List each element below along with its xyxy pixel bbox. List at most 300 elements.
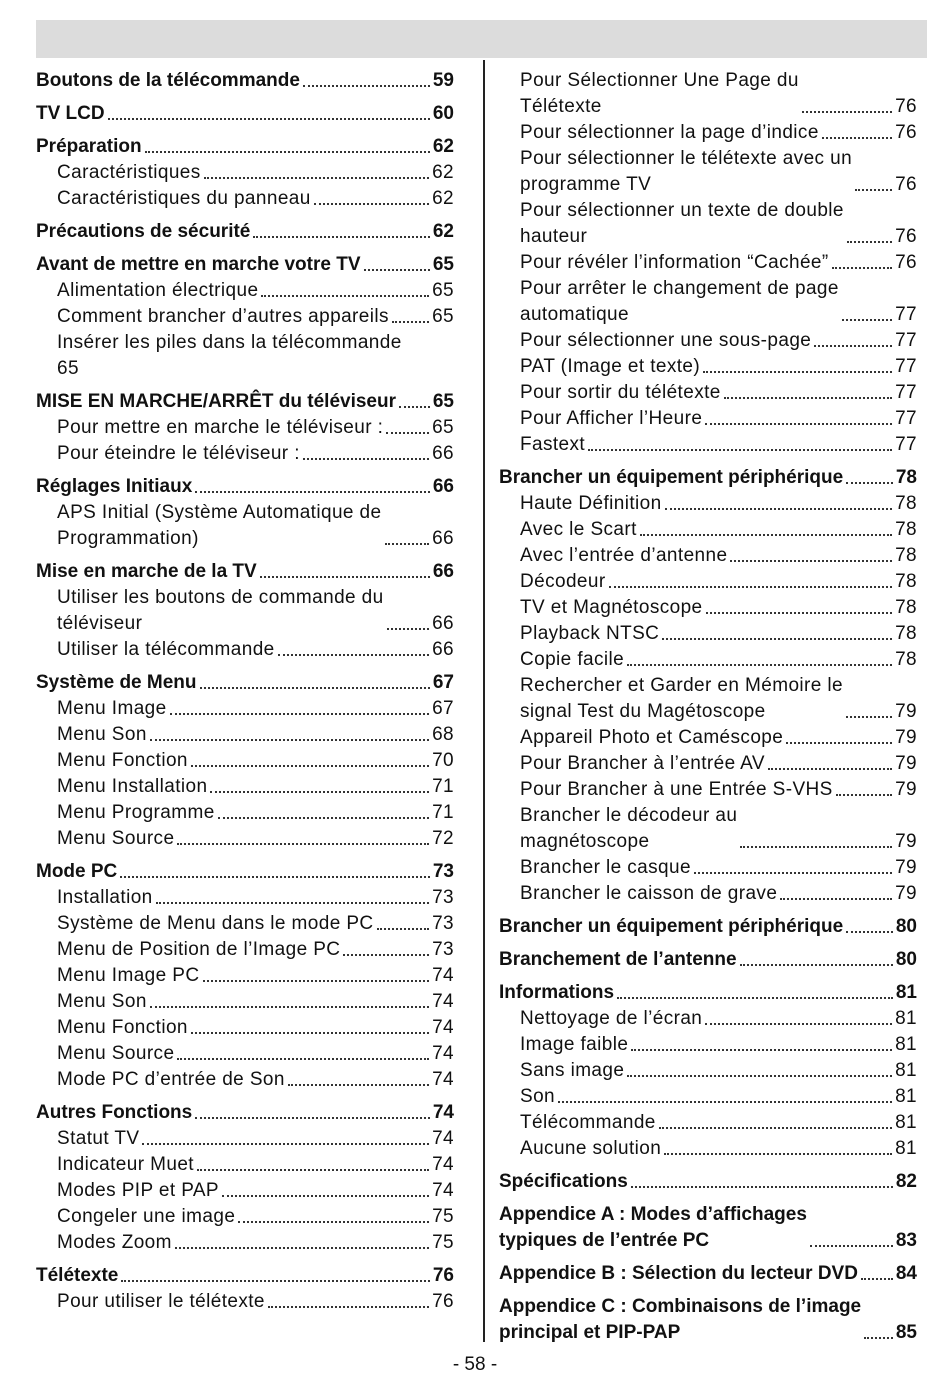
toc-entry-title: Avant de mettre en marche votre TV bbox=[36, 254, 361, 275]
toc-subsection-entry[interactable] bbox=[36, 885, 454, 911]
toc-dot-leader bbox=[191, 1032, 429, 1034]
toc-entry-page: 65 bbox=[432, 306, 454, 327]
toc-entry-page: 75 bbox=[432, 1232, 454, 1253]
toc-dot-leader bbox=[861, 1278, 893, 1280]
toc-subsection-entry[interactable] bbox=[499, 432, 917, 458]
toc-subsection-entry[interactable] bbox=[499, 751, 917, 777]
toc-entry-title: Appendice C : Combinaisons de l’image principal et PIP-PAP bbox=[499, 1296, 862, 1343]
toc-entry-title: Utiliser les boutons de commande du téléviseur bbox=[57, 587, 384, 634]
toc-subsection-entry[interactable] bbox=[499, 517, 917, 543]
toc-subsection-entry[interactable] bbox=[36, 1230, 454, 1256]
toc-subsection-entry[interactable] bbox=[499, 803, 917, 855]
toc-entry-page: 62 bbox=[432, 162, 454, 183]
toc-subsection-entry[interactable] bbox=[499, 647, 917, 673]
toc-entry-page: 74 bbox=[432, 1128, 454, 1149]
toc-entry-page: 76 bbox=[432, 1291, 454, 1312]
toc-entry-page: 74 bbox=[432, 1102, 454, 1123]
toc-entry-title: Menu Image bbox=[57, 698, 167, 719]
toc-entry-title: PAT (Image et texte) bbox=[520, 356, 701, 377]
toc-subsection-entry[interactable] bbox=[36, 774, 454, 800]
toc-subsection-entry[interactable] bbox=[36, 278, 454, 304]
toc-entry-title: APS Initial (Système Automatique de Programmation) bbox=[57, 502, 382, 549]
toc-dot-leader bbox=[210, 791, 429, 793]
toc-entry-page: 79 bbox=[895, 831, 917, 852]
toc-subsection-entry[interactable] bbox=[499, 621, 917, 647]
toc-dot-leader bbox=[203, 980, 430, 982]
toc-dot-leader bbox=[191, 765, 429, 767]
toc-subsection-entry[interactable] bbox=[36, 696, 454, 722]
toc-entry-page: 73 bbox=[432, 913, 454, 934]
toc-section-entry[interactable] bbox=[499, 465, 917, 491]
toc-dot-leader bbox=[150, 739, 429, 741]
toc-subsection-entry[interactable] bbox=[36, 989, 454, 1015]
toc-entry-page: 78 bbox=[895, 467, 917, 488]
toc-entry-page: 77 bbox=[895, 330, 917, 351]
toc-entry-title: Boutons de la télécommande bbox=[36, 70, 300, 91]
toc-subsection-entry[interactable] bbox=[36, 1126, 454, 1152]
toc-dot-leader bbox=[121, 1280, 429, 1282]
toc-dot-leader bbox=[150, 1006, 429, 1008]
toc-dot-leader bbox=[822, 137, 892, 139]
toc-section-entry[interactable] bbox=[36, 670, 454, 696]
toc-entry-page: 81 bbox=[895, 1086, 917, 1107]
page-number: - 58 - bbox=[452, 1354, 498, 1375]
toc-entry-page: 65 bbox=[432, 254, 454, 275]
toc-dot-leader bbox=[377, 928, 430, 930]
toc-entry-title: Comment brancher d’autres appareils bbox=[57, 306, 389, 327]
toc-dot-leader bbox=[705, 1023, 892, 1025]
toc-dot-leader bbox=[260, 576, 430, 578]
toc-entry-page: 66 bbox=[432, 476, 454, 497]
toc-entry-page: 78 bbox=[895, 623, 917, 644]
toc-subsection-entry[interactable] bbox=[36, 748, 454, 774]
toc-dot-leader bbox=[195, 491, 430, 493]
toc-dot-leader bbox=[706, 612, 893, 614]
toc-dot-leader bbox=[631, 1186, 893, 1188]
toc-dot-leader bbox=[303, 85, 430, 87]
toc-subsection-entry[interactable] bbox=[499, 328, 917, 354]
toc-entry-title: Menu Source bbox=[57, 828, 175, 849]
toc-dot-leader bbox=[195, 1117, 430, 1119]
toc-entry-title: Haute Définition bbox=[520, 493, 662, 514]
toc-entry-page: 71 bbox=[432, 802, 454, 823]
toc-dot-leader bbox=[588, 449, 892, 451]
toc-entry-title: Pour sélectionner la page d’indice bbox=[520, 122, 819, 143]
toc-entry-page: 74 bbox=[432, 1043, 454, 1064]
toc-entry-page: 73 bbox=[432, 861, 454, 882]
toc-entry-page: 76 bbox=[895, 96, 917, 117]
toc-dot-leader bbox=[627, 1075, 892, 1077]
toc-subsection-entry[interactable] bbox=[499, 354, 917, 380]
toc-entry-page: 81 bbox=[895, 1138, 917, 1159]
toc-entry-title: Appendice A : Modes d’affichages typiques de l’entrée PC bbox=[499, 1204, 807, 1251]
toc-dot-leader bbox=[268, 1306, 429, 1308]
toc-dot-leader bbox=[303, 458, 429, 460]
toc-dot-leader bbox=[846, 716, 892, 718]
toc-entry-title: Caractéristiques du panneau bbox=[57, 188, 311, 209]
toc-subsection-entry[interactable] bbox=[36, 963, 454, 989]
toc-dot-leader bbox=[558, 1101, 892, 1103]
toc-subsection-entry[interactable] bbox=[36, 937, 454, 963]
toc-entry-page: 77 bbox=[895, 356, 917, 377]
toc-entry-title: TV et Magnétoscope bbox=[520, 597, 703, 618]
toc-dot-leader bbox=[814, 345, 892, 347]
toc-dot-leader bbox=[392, 321, 429, 323]
toc-subsection-entry[interactable] bbox=[36, 500, 454, 552]
toc-entry-page: 81 bbox=[895, 1034, 917, 1055]
toc-entry-title: Installation bbox=[57, 887, 153, 908]
toc-entry-title: Menu Programme bbox=[57, 802, 215, 823]
toc-section-entry[interactable] bbox=[36, 859, 454, 885]
toc-dot-leader bbox=[659, 1127, 892, 1129]
toc-dot-leader bbox=[740, 846, 892, 848]
toc-subsection-entry[interactable] bbox=[36, 800, 454, 826]
toc-dot-leader bbox=[846, 482, 893, 484]
toc-subsection-entry[interactable] bbox=[499, 855, 917, 881]
toc-entry-page: 78 bbox=[895, 545, 917, 566]
toc-subsection-entry[interactable] bbox=[36, 585, 454, 637]
toc-subsection-entry[interactable] bbox=[36, 1152, 454, 1178]
toc-entry-page: 77 bbox=[895, 434, 917, 455]
toc-entry-page: 76 bbox=[895, 252, 917, 273]
toc-dot-leader bbox=[120, 876, 430, 878]
toc-entry-page: 66 bbox=[432, 528, 454, 549]
toc-entry-title: Branchement de l’antenne bbox=[499, 949, 737, 970]
toc-subsection-entry[interactable] bbox=[36, 415, 454, 441]
toc-dot-leader bbox=[832, 267, 892, 269]
toc-section-entry[interactable] bbox=[499, 980, 917, 1006]
toc-entry-title: Modes Zoom bbox=[57, 1232, 172, 1253]
toc-subsection-entry[interactable] bbox=[499, 491, 917, 517]
toc-subsection-entry[interactable] bbox=[36, 160, 454, 186]
toc-entry-title: Pour sélectionner le télétexte avec un programme TV bbox=[520, 148, 853, 195]
toc-dot-leader bbox=[278, 654, 429, 656]
toc-entry-title: Appendice B : Sélection du lecteur DVD bbox=[499, 1263, 858, 1284]
toc-dot-leader bbox=[855, 189, 892, 191]
toc-dot-leader bbox=[222, 1195, 429, 1197]
toc-entry-title: Menu Fonction bbox=[57, 1017, 188, 1038]
toc-entry-title: Pour Sélectionner Une Page du Télétexte bbox=[520, 70, 799, 117]
toc-entry-page: 79 bbox=[895, 883, 917, 904]
toc-entry-title: Précautions de sécurité bbox=[36, 221, 251, 242]
toc-dot-leader bbox=[627, 664, 892, 666]
toc-subsection-entry[interactable] bbox=[36, 330, 454, 382]
toc-entry-page: 80 bbox=[895, 949, 917, 970]
toc-entry-page: 72 bbox=[432, 828, 454, 849]
toc-dot-leader bbox=[218, 817, 429, 819]
toc-dot-leader bbox=[694, 872, 892, 874]
toc-dot-leader bbox=[142, 1143, 429, 1145]
toc-dot-leader bbox=[631, 1049, 892, 1051]
toc-dot-leader bbox=[802, 111, 892, 113]
toc-subsection-entry[interactable] bbox=[36, 1289, 454, 1315]
toc-section-entry[interactable] bbox=[36, 1263, 454, 1289]
toc-entry-page: 78 bbox=[895, 519, 917, 540]
toc-entry-page: 81 bbox=[895, 1060, 917, 1081]
toc-subsection-entry[interactable] bbox=[36, 304, 454, 330]
toc-entry-page: 78 bbox=[895, 493, 917, 514]
toc-entry-page: 59 bbox=[432, 70, 454, 91]
toc-entry-title: Sans image bbox=[520, 1060, 625, 1081]
toc-dot-leader bbox=[662, 638, 892, 640]
toc-entry-page: 75 bbox=[432, 1206, 454, 1227]
toc-entry-page: 66 bbox=[432, 639, 454, 660]
toc-entry-title: Avec l’entrée d’antenne bbox=[520, 545, 728, 566]
toc-entry-title: Réglages Initiaux bbox=[36, 476, 193, 497]
toc-entry-title: Menu Son bbox=[57, 724, 147, 745]
toc-subsection-entry[interactable] bbox=[36, 186, 454, 212]
toc-entry-page: 81 bbox=[895, 1008, 917, 1029]
toc-entry-title: Playback NTSC bbox=[520, 623, 660, 644]
toc-entry-title: Mode PC bbox=[36, 861, 118, 882]
toc-entry-title: Pour sélectionner un texte de double hauteur bbox=[520, 200, 844, 247]
toc-entry-page: 68 bbox=[432, 724, 454, 745]
column-divider bbox=[483, 60, 485, 1342]
toc-entry-page: 65 bbox=[432, 280, 454, 301]
toc-entry-page: 60 bbox=[432, 103, 454, 124]
toc-dot-leader bbox=[786, 742, 892, 744]
toc-entry-page: 67 bbox=[432, 672, 454, 693]
toc-entry-title: Menu Son bbox=[57, 991, 147, 1012]
toc-section-entry[interactable] bbox=[499, 1261, 917, 1287]
toc-entry-page: 84 bbox=[895, 1263, 917, 1284]
toc-entry-title: Nettoyage de l’écran bbox=[520, 1008, 703, 1029]
toc-entry-page: 81 bbox=[895, 982, 917, 1003]
toc-entry-title: Brancher le casque bbox=[520, 857, 691, 878]
toc-entry-title: Pour Brancher à une Entrée S-VHS bbox=[520, 779, 833, 800]
toc-entry-page: 74 bbox=[432, 1069, 454, 1090]
toc-dot-leader bbox=[108, 118, 430, 120]
toc-subsection-entry[interactable] bbox=[499, 543, 917, 569]
toc-section-entry[interactable] bbox=[499, 914, 917, 940]
toc-entry-page: 67 bbox=[432, 698, 454, 719]
toc-subsection-entry[interactable] bbox=[499, 1032, 917, 1058]
toc-entry-title: Utiliser la télécommande bbox=[57, 639, 275, 660]
toc-dot-leader bbox=[609, 586, 892, 588]
toc-subsection-entry[interactable] bbox=[36, 722, 454, 748]
toc-entry-page: 78 bbox=[895, 597, 917, 618]
toc-entry-title: Mise en marche de la TV bbox=[36, 561, 257, 582]
toc-entry-page: 71 bbox=[432, 776, 454, 797]
toc-section-entry[interactable] bbox=[36, 219, 454, 245]
toc-entry-title: Copie facile bbox=[520, 649, 625, 670]
toc-dot-leader bbox=[387, 628, 429, 630]
toc-entry-page: 62 bbox=[432, 136, 454, 157]
toc-subsection-entry[interactable] bbox=[499, 276, 917, 328]
toc-entry-title: Système de Menu bbox=[36, 672, 197, 693]
toc-subsection-entry[interactable] bbox=[499, 595, 917, 621]
toc-dot-leader bbox=[177, 1058, 429, 1060]
toc-entry-page: 66 bbox=[432, 443, 454, 464]
toc-entry-title: Pour sortir du télétexte bbox=[520, 382, 721, 403]
toc-subsection-entry[interactable] bbox=[499, 1110, 917, 1136]
toc-section-entry[interactable] bbox=[36, 134, 454, 160]
toc-dot-leader bbox=[177, 843, 429, 845]
toc-section-entry[interactable] bbox=[36, 101, 454, 127]
toc-entry-page: 78 bbox=[895, 649, 917, 670]
toc-subsection-entry[interactable] bbox=[499, 380, 917, 406]
toc-subsection-entry[interactable] bbox=[499, 406, 917, 432]
toc-entry-page: 74 bbox=[432, 991, 454, 1012]
toc-entry-page: 65 bbox=[432, 417, 454, 438]
toc-entry-title: Congeler une image bbox=[57, 1206, 236, 1227]
toc-entry-title: Pour arrêter le changement de page automatique bbox=[520, 278, 839, 325]
toc-subsection-entry[interactable] bbox=[36, 1204, 454, 1230]
toc-dot-leader bbox=[664, 1153, 892, 1155]
toc-entry-title: Autres Fonctions bbox=[36, 1102, 193, 1123]
toc-entry-page: 74 bbox=[432, 1017, 454, 1038]
toc-entry-title: Pour utiliser le télétexte bbox=[57, 1291, 265, 1312]
toc-dot-leader bbox=[343, 954, 429, 956]
toc-entry-title: MISE EN MARCHE/ARRÊT du téléviseur bbox=[36, 391, 396, 412]
toc-dot-leader bbox=[842, 319, 892, 321]
toc-subsection-entry[interactable] bbox=[499, 120, 917, 146]
toc-entry-title: Rechercher et Garder en Mémoire le signal Test du Magétoscope bbox=[520, 675, 844, 722]
toc-subsection-entry[interactable] bbox=[499, 198, 917, 250]
toc-entry-title: Brancher un équipement périphérique bbox=[499, 467, 844, 488]
toc-dot-leader bbox=[145, 151, 430, 153]
toc-dot-leader bbox=[200, 687, 430, 689]
toc-subsection-entry[interactable] bbox=[36, 1067, 454, 1093]
toc-subsection-entry[interactable] bbox=[499, 1084, 917, 1110]
toc-entry-title: Informations bbox=[499, 982, 615, 1003]
toc-entry-page: 76 bbox=[895, 174, 917, 195]
toc-dot-leader bbox=[705, 423, 892, 425]
toc-entry-page: 80 bbox=[895, 916, 917, 937]
toc-entry-page: 77 bbox=[895, 304, 917, 325]
toc-section-entry[interactable] bbox=[36, 252, 454, 278]
toc-dot-leader bbox=[864, 1337, 893, 1339]
toc-entry-title: Caractéristiques bbox=[57, 162, 201, 183]
toc-section-entry[interactable] bbox=[36, 559, 454, 585]
toc-entry-title: Insérer les piles dans la télécommande 65 bbox=[57, 332, 402, 379]
toc-entry-page: 76 bbox=[895, 122, 917, 143]
toc-subsection-entry[interactable] bbox=[499, 673, 917, 725]
toc-entry-title: Système de Menu dans le mode PC bbox=[57, 913, 374, 934]
toc-entry-page: 73 bbox=[432, 939, 454, 960]
toc-entry-page: 79 bbox=[895, 753, 917, 774]
toc-entry-page: 62 bbox=[432, 221, 454, 242]
toc-dot-leader bbox=[261, 295, 429, 297]
toc-subsection-entry[interactable] bbox=[36, 1178, 454, 1204]
toc-entry-title: Pour Afficher l’Heure bbox=[520, 408, 703, 429]
toc-subsection-entry[interactable] bbox=[499, 250, 917, 276]
toc-dot-leader bbox=[385, 543, 430, 545]
toc-section-entry[interactable] bbox=[499, 947, 917, 973]
toc-section-entry[interactable] bbox=[36, 68, 454, 94]
toc-dot-leader bbox=[175, 1247, 429, 1249]
toc-entry-page: 77 bbox=[895, 408, 917, 429]
toc-entry-title: Menu Fonction bbox=[57, 750, 188, 771]
toc-subsection-entry[interactable] bbox=[36, 1041, 454, 1067]
toc-entry-title: Modes PIP et PAP bbox=[57, 1180, 219, 1201]
toc-subsection-entry[interactable] bbox=[499, 1006, 917, 1032]
toc-dot-leader bbox=[846, 931, 893, 933]
toc-entry-page: 73 bbox=[432, 887, 454, 908]
toc-entry-title: Menu Installation bbox=[57, 776, 208, 797]
toc-entry-title: Alimentation électrique bbox=[57, 280, 259, 301]
toc-entry-title: Avec le Scart bbox=[520, 519, 637, 540]
toc-subsection-entry[interactable] bbox=[499, 569, 917, 595]
toc-entry-page: 74 bbox=[432, 965, 454, 986]
toc-entry-title: Brancher un équipement périphérique bbox=[499, 916, 844, 937]
toc-left-column bbox=[36, 68, 454, 1315]
toc-entry-page: 70 bbox=[432, 750, 454, 771]
toc-subsection-entry[interactable] bbox=[36, 1015, 454, 1041]
toc-entry-title: Appareil Photo et Caméscope bbox=[520, 727, 784, 748]
toc-section-entry[interactable] bbox=[36, 1100, 454, 1126]
toc-entry-title: Pour mettre en marche le téléviseur : bbox=[57, 417, 384, 438]
toc-dot-leader bbox=[724, 397, 892, 399]
toc-dot-leader bbox=[703, 371, 892, 373]
toc-entry-page: 76 bbox=[432, 1265, 454, 1286]
toc-entry-page: 79 bbox=[895, 701, 917, 722]
toc-section-entry[interactable] bbox=[36, 389, 454, 415]
toc-subsection-entry[interactable] bbox=[499, 68, 917, 120]
toc-subsection-entry[interactable] bbox=[499, 725, 917, 751]
toc-dot-leader bbox=[847, 241, 892, 243]
toc-entry-title: Menu de Position de l’Image PC bbox=[57, 939, 341, 960]
toc-subsection-entry[interactable] bbox=[499, 777, 917, 803]
toc-section-entry[interactable] bbox=[499, 1169, 917, 1195]
toc-section-entry[interactable] bbox=[36, 474, 454, 500]
toc-entry-page: 66 bbox=[432, 613, 454, 634]
toc-subsection-entry[interactable] bbox=[36, 637, 454, 663]
toc-dot-leader bbox=[156, 902, 429, 904]
toc-dot-leader bbox=[204, 177, 429, 179]
toc-section-entry[interactable] bbox=[499, 1202, 917, 1254]
toc-dot-leader bbox=[730, 560, 892, 562]
toc-entry-page: 76 bbox=[895, 226, 917, 247]
toc-subsection-entry[interactable] bbox=[499, 146, 917, 198]
toc-dot-leader bbox=[740, 964, 893, 966]
toc-entry-page: 81 bbox=[895, 1112, 917, 1133]
toc-entry-page: 79 bbox=[895, 727, 917, 748]
toc-entry-title: Brancher le décodeur au magnétoscope bbox=[520, 805, 738, 852]
toc-entry-title: Aucune solution bbox=[520, 1138, 662, 1159]
toc-entry-title: TV LCD bbox=[36, 103, 105, 124]
toc-subsection-entry[interactable] bbox=[499, 1136, 917, 1162]
header-bar bbox=[36, 20, 927, 58]
toc-entry-page: 74 bbox=[432, 1180, 454, 1201]
toc-entry-page: 79 bbox=[895, 779, 917, 800]
toc-entry-title: Pour sélectionner une sous-page bbox=[520, 330, 812, 351]
toc-entry-page: 85 bbox=[895, 1322, 917, 1343]
toc-entry-page: 79 bbox=[895, 857, 917, 878]
toc-dot-leader bbox=[253, 236, 429, 238]
toc-dot-leader bbox=[170, 713, 429, 715]
toc-subsection-entry[interactable] bbox=[499, 881, 917, 907]
toc-subsection-entry[interactable] bbox=[499, 1058, 917, 1084]
toc-entry-title: Statut TV bbox=[57, 1128, 140, 1149]
toc-entry-title: Décodeur bbox=[520, 571, 606, 592]
toc-subsection-entry[interactable] bbox=[36, 911, 454, 937]
toc-entry-title: Fastext bbox=[520, 434, 586, 455]
toc-dot-leader bbox=[810, 1245, 893, 1247]
toc-dot-leader bbox=[836, 794, 892, 796]
toc-entry-title: Télécommande bbox=[520, 1112, 656, 1133]
toc-subsection-entry[interactable] bbox=[36, 441, 454, 467]
toc-dot-leader bbox=[399, 406, 430, 408]
toc-subsection-entry[interactable] bbox=[36, 826, 454, 852]
toc-dot-leader bbox=[314, 203, 429, 205]
toc-entry-title: Son bbox=[520, 1086, 556, 1107]
toc-entry-title: Pour Brancher à l’entrée AV bbox=[520, 753, 765, 774]
toc-dot-leader bbox=[238, 1221, 429, 1223]
toc-entry-title: Pour éteindre le téléviseur : bbox=[57, 443, 300, 464]
toc-entry-title: Préparation bbox=[36, 136, 142, 157]
toc-section-entry[interactable] bbox=[499, 1294, 917, 1346]
